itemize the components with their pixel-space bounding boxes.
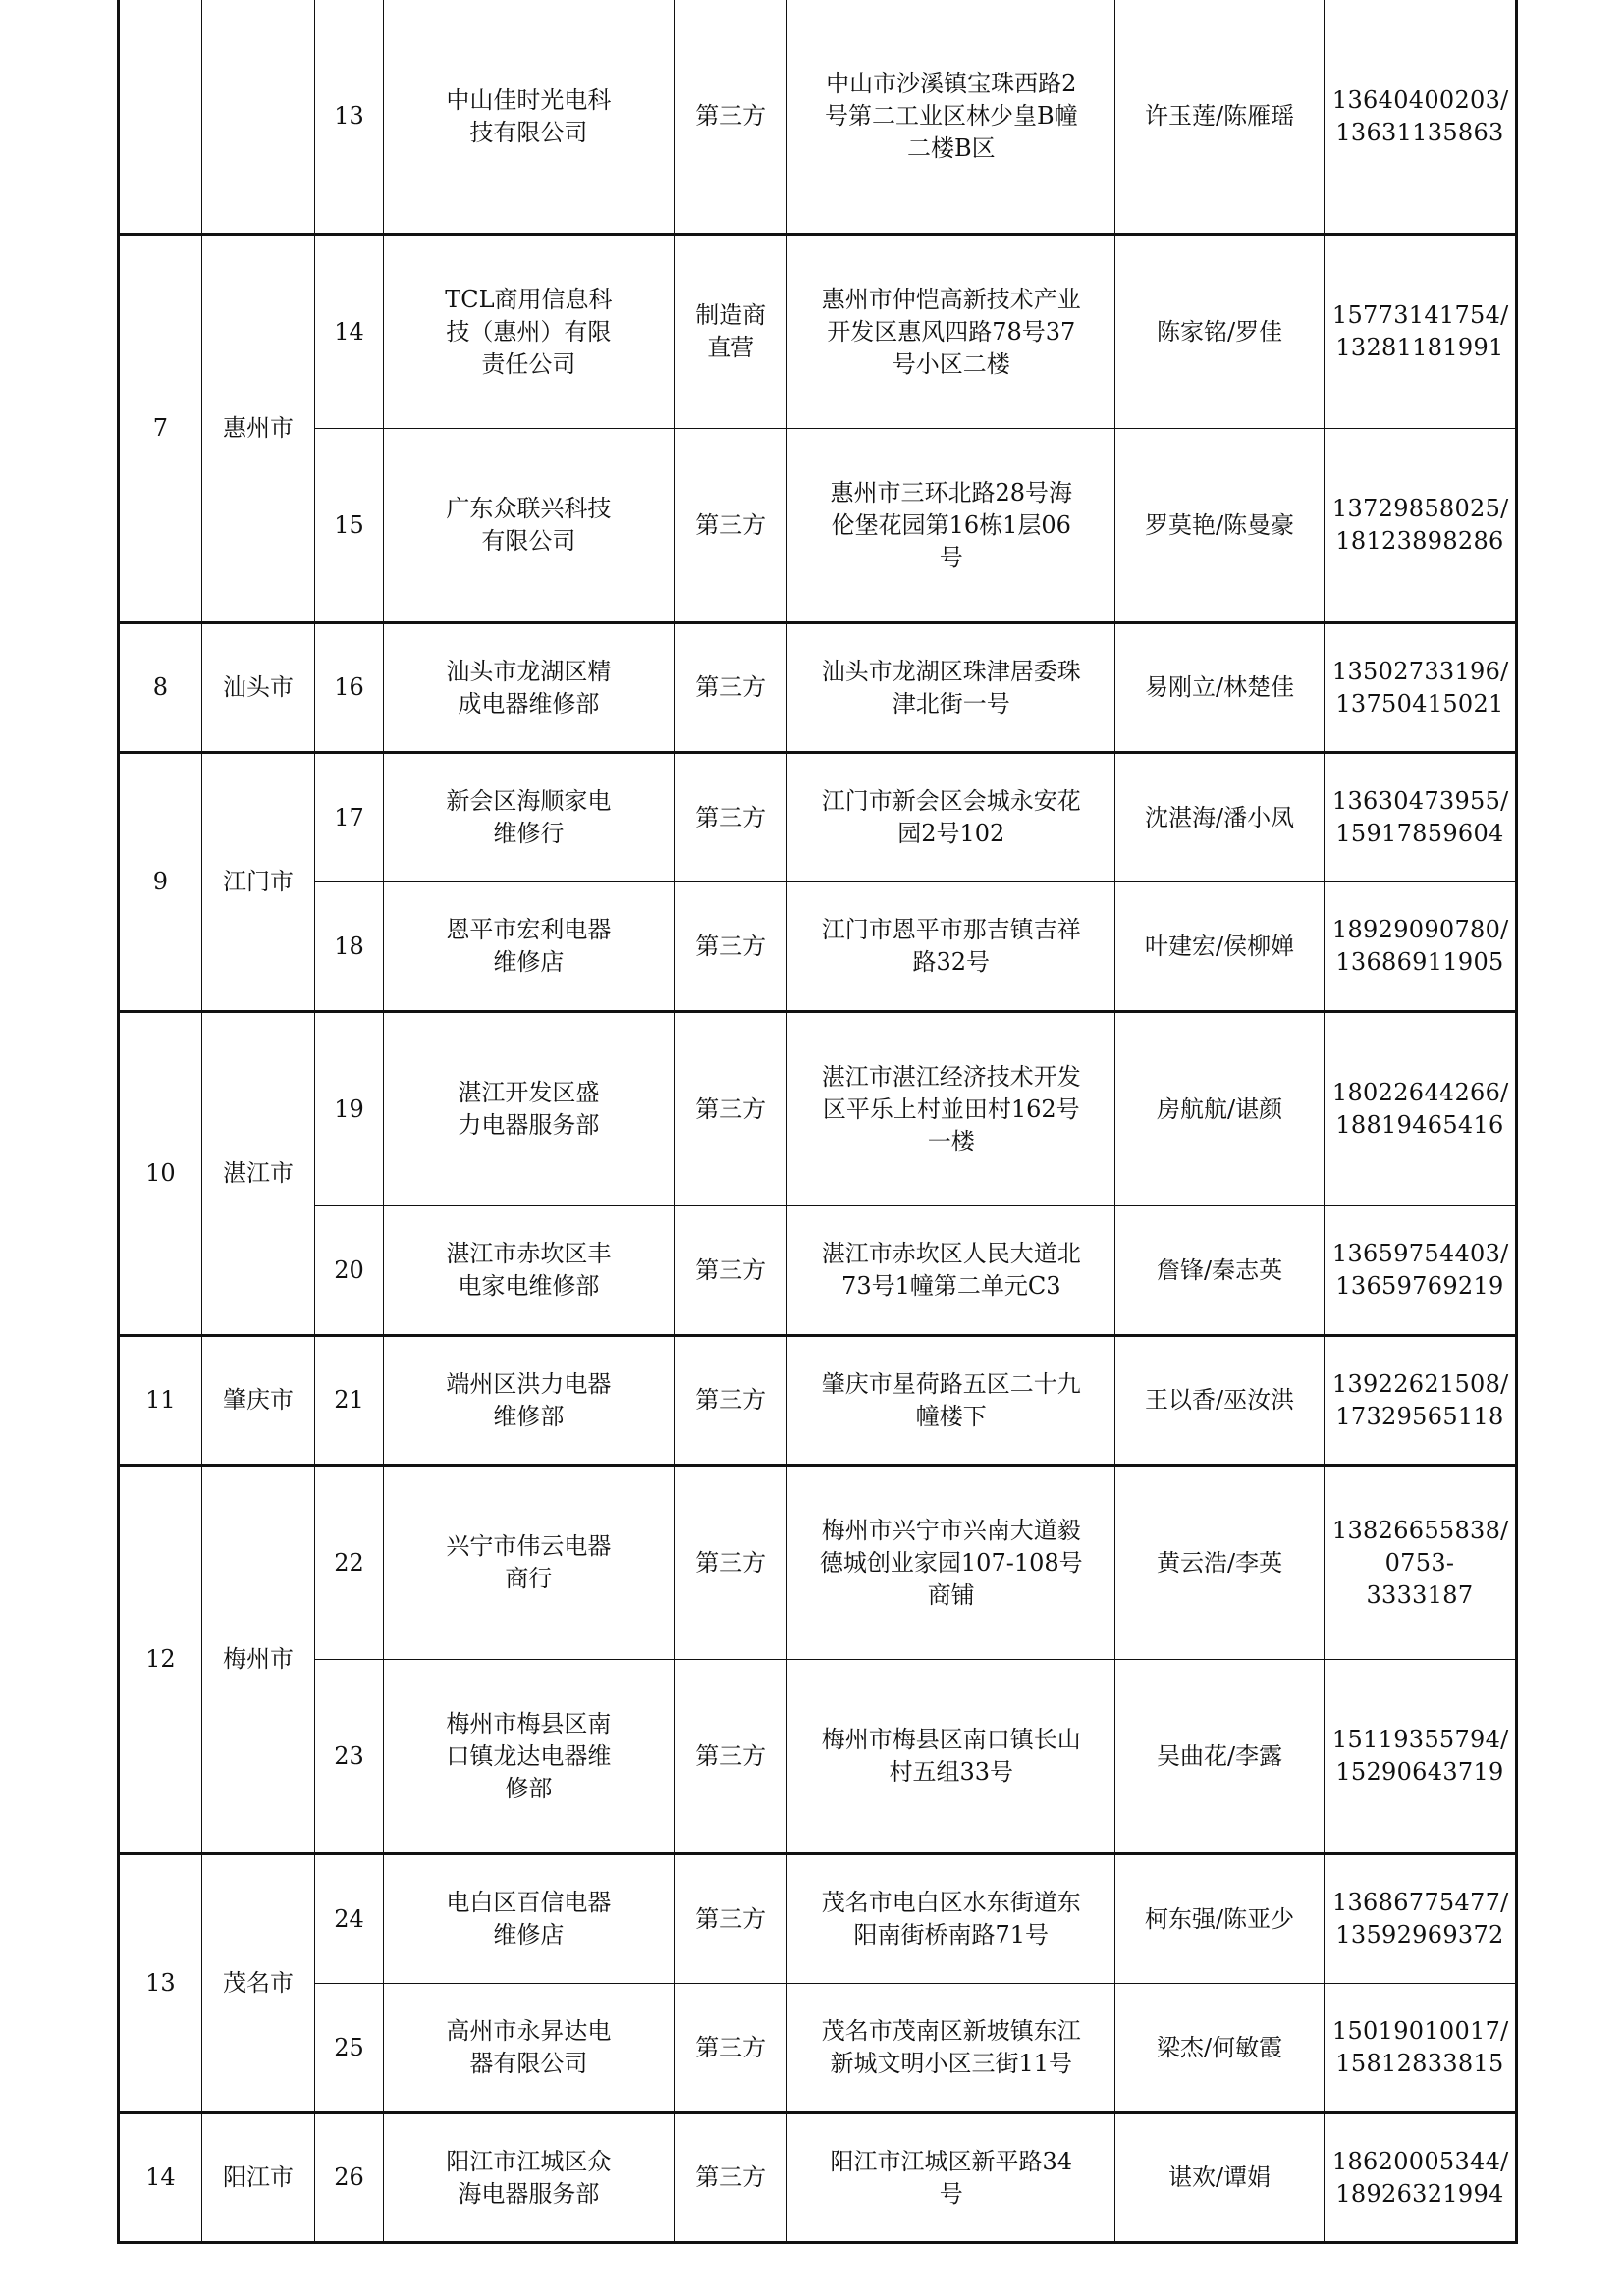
region-number-cell: 9 xyxy=(119,753,202,1012)
contact-person-cell: 罗莫艳/陈曼豪 xyxy=(1115,429,1325,623)
phone-number-cell: 13686775477/ 13592969372 xyxy=(1324,1854,1516,1984)
outlet-name-cell: 电白区百信电器 维修店 xyxy=(383,1854,674,1984)
contact-person-cell: 柯东强/陈亚少 xyxy=(1115,1854,1325,1984)
outlet-type-cell: 制造商 直营 xyxy=(674,235,786,429)
outlet-number-cell: 23 xyxy=(315,1660,384,1854)
outlet-type-cell: 第三方 xyxy=(674,1984,786,2113)
outlet-number-cell: 13 xyxy=(315,0,384,235)
service-outlet-table xyxy=(117,0,1518,2244)
contact-person-cell: 许玉莲/陈雁瑶 xyxy=(1115,0,1325,235)
outlet-type-cell: 第三方 xyxy=(674,1660,786,1854)
outlet-type-cell: 第三方 xyxy=(674,1854,786,1984)
outlet-number-cell: 19 xyxy=(315,1012,384,1206)
phone-number-cell: 18929090780/ 13686911905 xyxy=(1324,882,1516,1012)
city-cell: 湛江市 xyxy=(201,1012,314,1336)
table-row xyxy=(119,1854,1517,1984)
outlet-name-cell: 汕头市龙湖区精 成电器维修部 xyxy=(383,623,674,753)
table-row xyxy=(119,1206,1517,1336)
contact-person-cell: 叶建宏/侯柳婵 xyxy=(1115,882,1325,1012)
outlet-name-cell: 阳江市江城区众 海电器服务部 xyxy=(383,2113,674,2243)
outlet-type-cell: 第三方 xyxy=(674,2113,786,2243)
contact-person-cell: 谌欢/谭娟 xyxy=(1115,2113,1325,2243)
table-row xyxy=(119,623,1517,753)
outlet-name-cell: 新会区海顺家电 维修行 xyxy=(383,753,674,882)
contact-person-cell: 房航航/谌颜 xyxy=(1115,1012,1325,1206)
phone-number-cell: 13922621508/ 17329565118 xyxy=(1324,1336,1516,1466)
outlet-type-cell: 第三方 xyxy=(674,0,786,235)
outlet-number-cell: 21 xyxy=(315,1336,384,1466)
contact-person-cell: 陈家铭/罗佳 xyxy=(1115,235,1325,429)
outlet-name-cell: 端州区洪力电器 维修部 xyxy=(383,1336,674,1466)
outlet-address-cell: 茂名市电白区水东街道东 阳南街桥南路71号 xyxy=(787,1854,1115,1984)
outlet-address-cell: 汕头市龙湖区珠津居委珠 津北街一号 xyxy=(787,623,1115,753)
contact-person-cell: 沈湛海/潘小凤 xyxy=(1115,753,1325,882)
outlet-number-cell: 24 xyxy=(315,1854,384,1984)
table-row xyxy=(119,1012,1517,1206)
outlet-address-cell: 惠州市仲恺高新技术产业 开发区惠风四路78号37 号小区二楼 xyxy=(787,235,1115,429)
phone-number-cell: 13630473955/ 15917859604 xyxy=(1324,753,1516,882)
outlet-type-cell: 第三方 xyxy=(674,623,786,753)
table-row xyxy=(119,1984,1517,2113)
outlet-address-cell: 梅州市梅县区南口镇长山 村五组33号 xyxy=(787,1660,1115,1854)
outlet-name-cell: 湛江市赤坎区丰 电家电维修部 xyxy=(383,1206,674,1336)
table-row xyxy=(119,753,1517,882)
outlet-name-cell: 兴宁市伟云电器 商行 xyxy=(383,1466,674,1660)
outlet-number-cell: 17 xyxy=(315,753,384,882)
phone-number-cell: 15773141754/ 13281181991 xyxy=(1324,235,1516,429)
city-cell: 阳江市 xyxy=(201,2113,314,2243)
city-cell: 梅州市 xyxy=(201,1466,314,1854)
outlet-number-cell: 20 xyxy=(315,1206,384,1336)
outlet-number-cell: 15 xyxy=(315,429,384,623)
phone-number-cell: 18022644266/ 18819465416 xyxy=(1324,1012,1516,1206)
phone-number-cell: 18620005344/ 18926321994 xyxy=(1324,2113,1516,2243)
region-number-cell: 13 xyxy=(119,1854,202,2113)
table-row xyxy=(119,1660,1517,1854)
outlet-address-cell: 湛江市湛江经济技术开发 区平乐上村並田村162号 一楼 xyxy=(787,1012,1115,1206)
outlet-address-cell: 肇庆市星荷路五区二十九 幢楼下 xyxy=(787,1336,1115,1466)
outlet-number-cell: 16 xyxy=(315,623,384,753)
outlet-number-cell: 14 xyxy=(315,235,384,429)
outlet-name-cell: 湛江开发区盛 力电器服务部 xyxy=(383,1012,674,1206)
outlet-number-cell: 22 xyxy=(315,1466,384,1660)
outlet-number-cell: 26 xyxy=(315,2113,384,2243)
outlet-name-cell: 高州市永昇达电 器有限公司 xyxy=(383,1984,674,2113)
phone-number-cell: 13729858025/ 18123898286 xyxy=(1324,429,1516,623)
outlet-address-cell: 惠州市三环北路28号海 伦堡花园第16栋1层06 号 xyxy=(787,429,1115,623)
outlet-type-cell: 第三方 xyxy=(674,753,786,882)
city-cell xyxy=(201,0,314,235)
city-cell: 汕头市 xyxy=(201,623,314,753)
table-row xyxy=(119,2113,1517,2243)
contact-person-cell: 梁杰/何敏霞 xyxy=(1115,1984,1325,2113)
region-number-cell xyxy=(119,0,202,235)
table-row xyxy=(119,0,1517,235)
outlet-address-cell: 江门市新会区会城永安花 园2号102 xyxy=(787,753,1115,882)
city-cell: 茂名市 xyxy=(201,1854,314,2113)
table-row xyxy=(119,1466,1517,1660)
region-number-cell: 12 xyxy=(119,1466,202,1854)
outlet-name-cell: TCL商用信息科 技（惠州）有限 责任公司 xyxy=(383,235,674,429)
outlet-name-cell: 广东众联兴科技 有限公司 xyxy=(383,429,674,623)
city-cell: 江门市 xyxy=(201,753,314,1012)
outlet-address-cell: 中山市沙溪镇宝珠西路2 号第二工业区林少皇B幢 二楼B区 xyxy=(787,0,1115,235)
contact-person-cell: 易刚立/林楚佳 xyxy=(1115,623,1325,753)
outlet-type-cell: 第三方 xyxy=(674,429,786,623)
table-row xyxy=(119,1336,1517,1466)
table-row xyxy=(119,429,1517,623)
table-row xyxy=(119,882,1517,1012)
phone-number-cell: 15019010017/ 15812833815 xyxy=(1324,1984,1516,2113)
outlet-type-cell: 第三方 xyxy=(674,1206,786,1336)
phone-number-cell: 13659754403/ 13659769219 xyxy=(1324,1206,1516,1336)
outlet-number-cell: 18 xyxy=(315,882,384,1012)
outlet-type-cell: 第三方 xyxy=(674,1466,786,1660)
region-number-cell: 7 xyxy=(119,235,202,623)
phone-number-cell: 13826655838/ 0753-3333187 xyxy=(1324,1466,1516,1660)
outlet-address-cell: 阳江市江城区新平路34 号 xyxy=(787,2113,1115,2243)
table-body xyxy=(119,0,1517,2243)
contact-person-cell: 王以香/巫汝洪 xyxy=(1115,1336,1325,1466)
outlet-address-cell: 茂名市茂南区新坡镇东江 新城文明小区三街11号 xyxy=(787,1984,1115,2113)
region-number-cell: 14 xyxy=(119,2113,202,2243)
city-cell: 肇庆市 xyxy=(201,1336,314,1466)
phone-number-cell: 13502733196/ 13750415021 xyxy=(1324,623,1516,753)
contact-person-cell: 黄云浩/李英 xyxy=(1115,1466,1325,1660)
outlet-number-cell: 25 xyxy=(315,1984,384,2113)
table-row xyxy=(119,235,1517,429)
outlet-address-cell: 湛江市赤坎区人民大道北 73号1幢第二单元C3 xyxy=(787,1206,1115,1336)
contact-person-cell: 吴曲花/李露 xyxy=(1115,1660,1325,1854)
phone-number-cell: 13640400203/ 13631135863 xyxy=(1324,0,1516,235)
outlet-address-cell: 梅州市兴宁市兴南大道毅 德城创业家园107-108号 商铺 xyxy=(787,1466,1115,1660)
region-number-cell: 11 xyxy=(119,1336,202,1466)
outlet-name-cell: 恩平市宏利电器 维修店 xyxy=(383,882,674,1012)
outlet-type-cell: 第三方 xyxy=(674,1012,786,1206)
contact-person-cell: 詹锋/秦志英 xyxy=(1115,1206,1325,1336)
outlet-type-cell: 第三方 xyxy=(674,1336,786,1466)
outlet-name-cell: 梅州市梅县区南 口镇龙达电器维 修部 xyxy=(383,1660,674,1854)
region-number-cell: 8 xyxy=(119,623,202,753)
outlet-type-cell: 第三方 xyxy=(674,882,786,1012)
city-cell: 惠州市 xyxy=(201,235,314,623)
outlet-name-cell: 中山佳时光电科 技有限公司 xyxy=(383,0,674,235)
phone-number-cell: 15119355794/ 15290643719 xyxy=(1324,1660,1516,1854)
region-number-cell: 10 xyxy=(119,1012,202,1336)
outlet-address-cell: 江门市恩平市那吉镇吉祥 路32号 xyxy=(787,882,1115,1012)
